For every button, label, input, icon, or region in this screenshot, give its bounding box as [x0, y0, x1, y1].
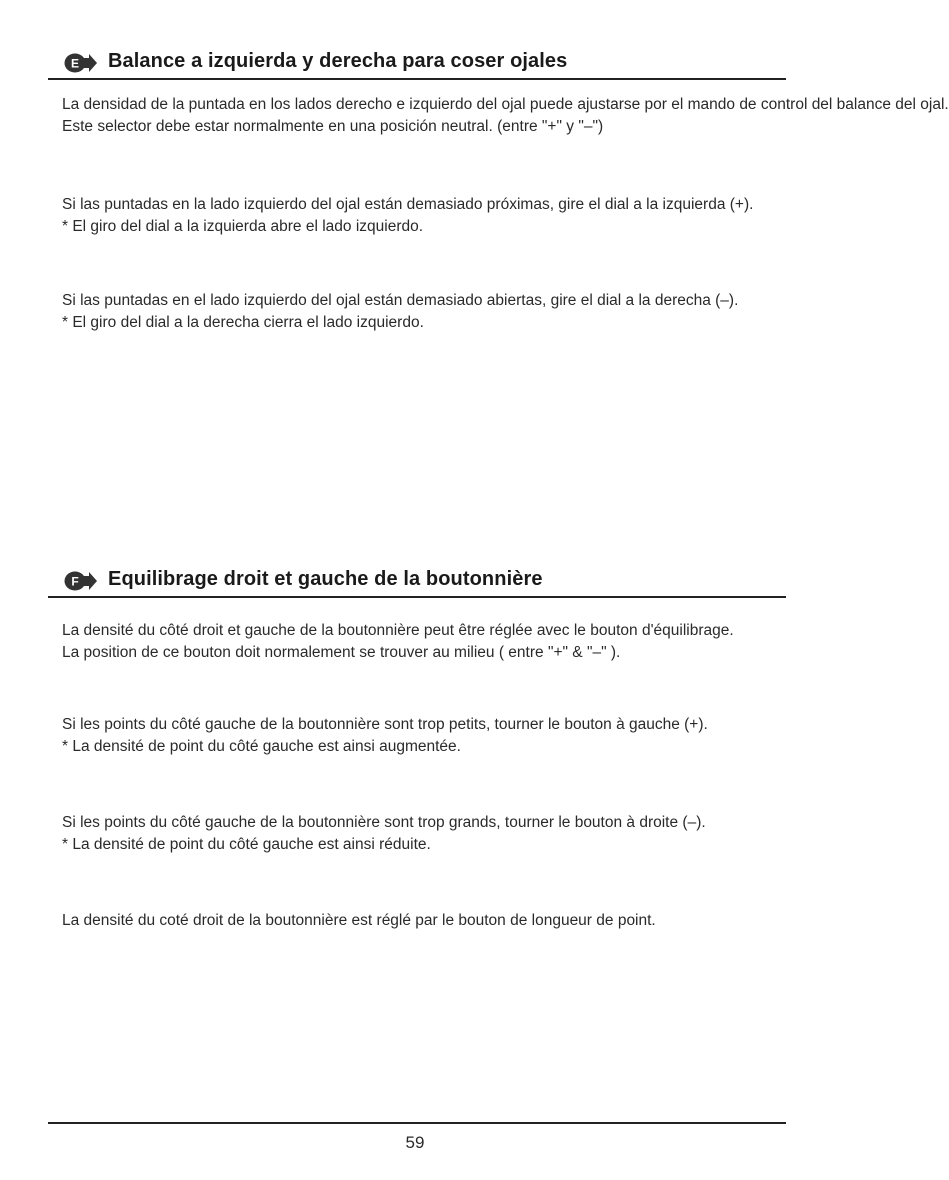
- language-arrow-badge-icon: [64, 53, 98, 73]
- paragraph: [62, 194, 778, 237]
- section-french: [48, 566, 786, 929]
- page-number: 59: [405, 1133, 425, 1152]
- section-heading: [48, 566, 786, 598]
- paragraph-text: Si las puntadas en la lado izquierdo del ojal están demasiado próximas, gire el dial a la izquierda (+).: [62, 196, 754, 213]
- paragraph-text: Si las puntadas en el lado izquierdo del ojal están demasiado abiertas, gire el dial a la derecha (–).: [62, 292, 739, 309]
- section-spanish: [48, 48, 949, 331]
- paragraph-text: La densité du côté droit et gauche de la boutonnière peut être réglée avec le bouton d'équilibrage.: [62, 622, 734, 639]
- footer-divider: [48, 1122, 786, 1124]
- paragraph-note: * El giro del dial a la derecha cierra el lado izquierdo.: [62, 313, 424, 331]
- paragraph: [62, 290, 778, 333]
- paragraph-note: La position de ce bouton doit normalement se trouver au milieu ( entre "+" & "–" ).: [62, 643, 621, 661]
- paragraph: [62, 714, 778, 757]
- paragraph-note: * La densité de point du côté gauche est ainsi réduite.: [62, 835, 431, 853]
- paragraph-note: Este selector debe estar normalmente en una posición neutral. (entre "+" y "–"): [62, 117, 604, 135]
- badge-letter: E: [70, 56, 80, 71]
- paragraph-text: Si les points du côté gauche de la boutonnière sont trop petits, tourner le bouton à gauche (+).: [62, 716, 708, 733]
- badge-letter: F: [71, 574, 79, 589]
- paragraph-text: La densité du coté droit de la boutonnière est réglé par le bouton de longueur de point.: [62, 912, 656, 929]
- paragraph-note: * El giro del dial a la izquierda abre el lado izquierdo.: [62, 217, 424, 235]
- paragraph: [62, 910, 778, 932]
- language-arrow-badge-icon: [64, 571, 98, 591]
- paragraph: [62, 94, 949, 137]
- paragraph-text: La densidad de la puntada en los lados derecho e izquierdo del ojal puede ajustarse por el mando de control del balance del ojal.: [62, 96, 949, 113]
- section-title: Balance a izquierda y derecha para coser ojales: [108, 50, 568, 72]
- paragraph: [62, 620, 778, 663]
- paragraph-note: * La densité de point du côté gauche est ainsi augmentée.: [62, 737, 461, 755]
- section-heading: [48, 48, 786, 80]
- paragraph: [62, 812, 778, 855]
- paragraph-text: Si les points du côté gauche de la boutonnière sont trop grands, tourner le bouton à droite (–).: [62, 814, 706, 831]
- section-title: Equilibrage droit et gauche de la boutonnière: [108, 568, 543, 590]
